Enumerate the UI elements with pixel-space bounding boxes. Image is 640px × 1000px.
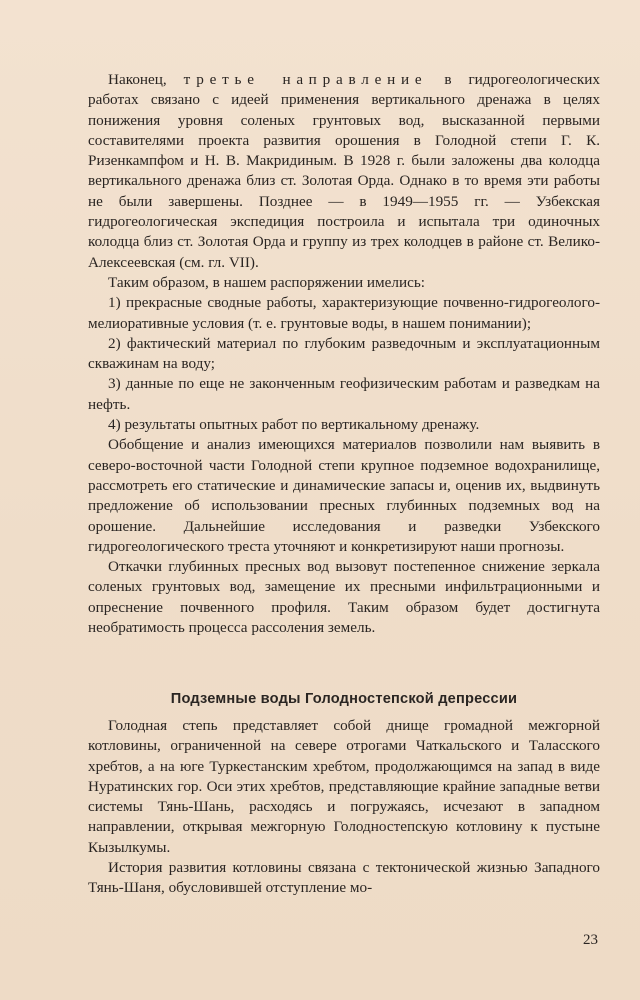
section-heading: Подземные воды Голодностепской депрессии xyxy=(170,691,518,707)
paragraph: Таким образом, в нашем распоряжении имелись: xyxy=(108,273,425,291)
page-number: 23 xyxy=(583,932,598,948)
paragraph: История развития котловины связана с тектонической жизнью Западного Тянь-Шаня, обусловившей отступление мо- xyxy=(88,859,600,897)
list-item: 1) прекрасные сводные работы, характеризующие почвенно-гидрогеолого-мелиоративные условия (т. е. грунтовые воды, в нашем понимании); xyxy=(88,294,600,332)
paragraph xyxy=(88,70,600,273)
paragraph: Обобщение и анализ имеющихся материалов позволили нам выявить в северо-восточной части Голодной степи крупное подземное водохранилище, рассмотреть его статические и динамические запасы и, оценив их, выдвинуть предложение об использовании пресных глубинных подземных вод на орошение. Дальнейшие исследования и разведки Узбекского гидрогеологического треста уточняют и конкретизируют наши прогнозы. xyxy=(88,436,600,555)
paragraph: Голодная степь представляет собой днище громадной межгорной котловины, ограниченной на севере отрогами Чаткальского и Таласского хребтов, а на юге Туркестанским хребтом, продолжающимся на запад в виде Нуратинских гор. Оси этих хребтов, представляющие крайние западные ветви системы Тянь-Шань, расходясь и погружаясь, исчезают в западном направлении, открывая межгорную Голодностепскую котловину к пустыне Кызылкумы. xyxy=(88,717,600,856)
text-block-top xyxy=(88,70,600,638)
list-item: 2) фактический материал по глубоким разведочным и эксплуатационным скважинам на воду; xyxy=(88,334,600,373)
text-run: Наконец, xyxy=(108,71,184,88)
list-item: 3) данные по еще не законченным геофизическим работам и разведкам на нефть. xyxy=(88,375,600,413)
text-block-bottom xyxy=(88,716,600,899)
text-run: в гидрогеологических работах связано с идеей применения вертикального дренажа в целях понижения уровня соленых грунтовых вод, высказанной первыми составителями проекта развития орошения в Голодной степи Г. К. Ризенкампфом и Н. В. Макридиным. В 1928 г. были заложены два колодца вертикального дренажа близ ст. Золотая Орда. Однако в то время эти работы не были завершены. Позднее — в 1949—1955 гг. — Узбекская гидрогеологическая экспедиция построила и испытала три одиночных колодца близ ст. Золотая Орда и группу из трех колодцев в районе ст. Велико-Алексеевская (см. гл. VII). xyxy=(88,71,601,271)
paragraph: Откачки глубинных пресных вод вызовут постепенное снижение зеркала соленых грунтовых вод, замещение их пресными инфильтрационными и опреснение почвенного профиля. Таким образом будет достигнута необратимость процесса рассоления земель. xyxy=(88,558,600,637)
list-item: 4) результаты опытных работ по вертикальному дренажу. xyxy=(108,416,480,434)
emphasized-text: третье направление xyxy=(183,71,428,88)
